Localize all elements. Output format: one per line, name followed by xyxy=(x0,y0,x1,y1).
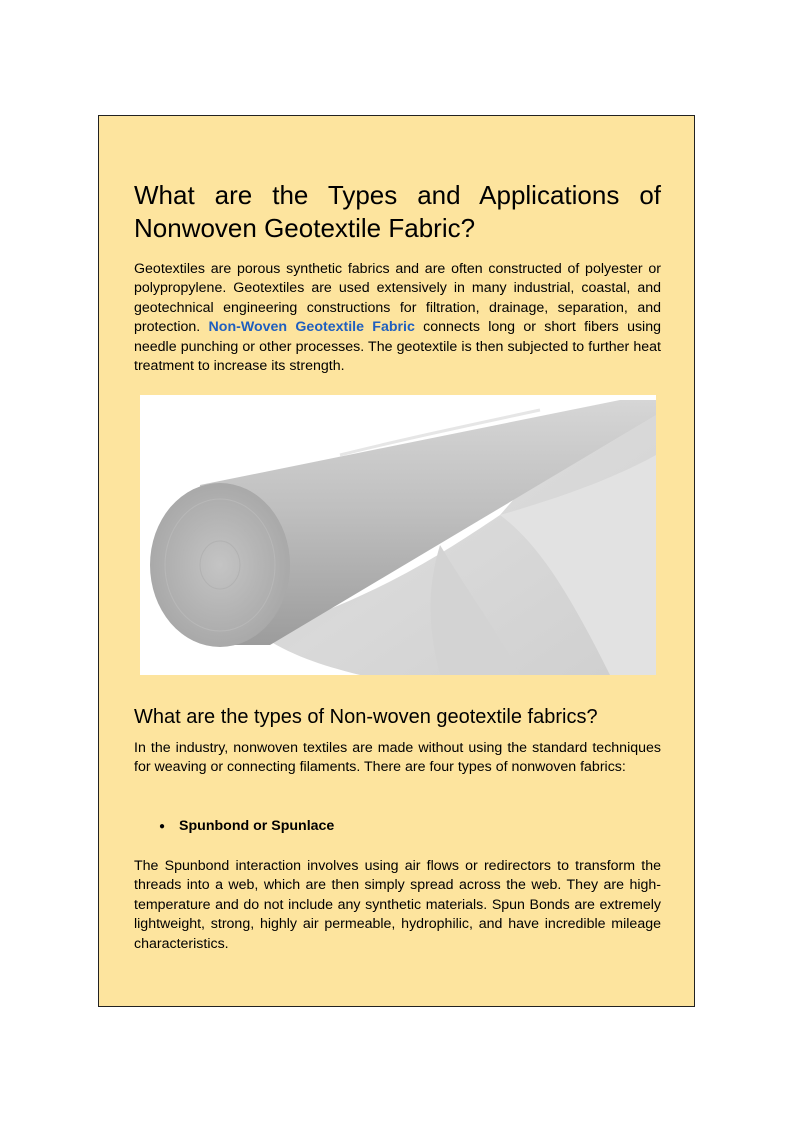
bullet-icon: ● xyxy=(159,820,166,832)
list-item xyxy=(159,818,334,834)
article-title-line-2: Nonwoven Geotextile Fabric? xyxy=(134,213,476,243)
fabric-roll-illustration xyxy=(140,395,656,675)
spunbond-paragraph: The Spunbond interaction involves using air flows or redirectors to transform the threads into a web, which are then simply spread across the web. They are high-temperature and do not include any synthetic materials. Spun Bonds are extremely lightweight, strong, highly air permeable, hydrophilic, and have incredible mileage characteristics. xyxy=(134,858,661,952)
article-title-line-1: What are the Types and Applications of xyxy=(134,180,661,210)
non-woven-geotextile-fabric-link[interactable]: Non-Woven Geotextile Fabric xyxy=(208,319,415,336)
intro-text-after-link: connects long or short fibers using needle punching or other processes. The geotextile is then subjected to further heat treatment to increase its strength. xyxy=(134,319,661,375)
bullet-label: Spunbond or Spunlace xyxy=(179,818,335,834)
intro-text-before-link: Geotextiles are porous synthetic fabrics and are often constructed of polyester or polypropylene. Geotextiles are used extensively in many industrial, coastal, and geotechnical engineering constructions for filtration, drainage, separation, and protection. xyxy=(134,261,661,336)
section-heading: What are the types of Non-woven geotextile fabrics? xyxy=(134,706,598,728)
geotextile-roll-image xyxy=(140,395,656,675)
article-panel xyxy=(98,115,695,1007)
types-intro-paragraph: In the industry, nonwoven textiles are made without using the standard techniques for weaving or connecting filaments. There are four types of nonwoven fabrics: xyxy=(134,740,661,776)
article-title xyxy=(134,179,661,245)
intro-paragraph xyxy=(134,260,661,376)
